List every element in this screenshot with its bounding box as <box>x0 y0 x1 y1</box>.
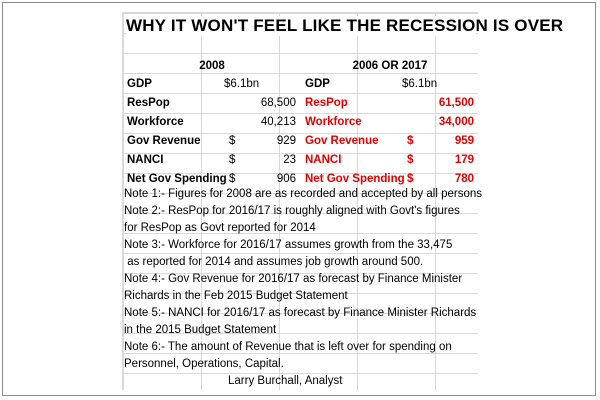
row-value: 929 <box>276 135 296 147</box>
table-row <box>124 74 300 94</box>
note-line: Note 2:- ResPop for 2016/17 is roughly aligned with Govt's figures <box>124 205 460 217</box>
right-header: 2006 OR 2017 <box>352 60 428 72</box>
note-line: in the 2015 Budget Statement <box>124 324 277 336</box>
row-value: 780 <box>454 173 474 185</box>
notes-section <box>124 186 482 390</box>
note-line: Note 5:- NANCI for 2016/17 as forecast by Finance Minister Richards <box>124 307 477 319</box>
note-line: Richards in the Feb 2015 Budget Statement <box>124 290 348 302</box>
row-mid-value: $6.1bn <box>402 78 438 90</box>
note-line: Note 4:- Gov Revenue for 2016/17 as forecast by Finance Minister <box>124 273 463 285</box>
row-value: 61,500 <box>438 97 474 109</box>
row-currency: $ <box>407 173 414 185</box>
table-row <box>302 112 478 132</box>
sheet-title: WHY IT WON'T FEEL LIKE THE RECESSION IS OVER <box>126 16 564 35</box>
table-row <box>124 112 300 132</box>
row-label: Workforce <box>127 116 184 128</box>
row-value: 906 <box>276 173 296 185</box>
row-value: 179 <box>454 154 474 166</box>
row-label: NANCI <box>127 154 164 166</box>
note-line: Note 1:- Figures for 2008 are as recorded and accepted by all persons <box>124 188 482 200</box>
table-row <box>124 150 300 170</box>
note-line: Note 6:- The amount of Revenue that is left over for spending on <box>124 341 452 353</box>
row-label: GDP <box>127 78 152 90</box>
row-label: ResPop <box>305 97 348 109</box>
author-credit: Larry Burchall, Analyst <box>228 375 343 387</box>
row-label: GDP <box>305 78 330 90</box>
row-mid-value: $6.1bn <box>224 78 260 90</box>
row-currency: $ <box>229 173 236 185</box>
row-value: 68,500 <box>260 97 296 109</box>
table-row <box>302 93 478 113</box>
row-label: Gov Revenue <box>305 135 379 147</box>
note-line: Personnel, Operations, Capital. <box>124 358 284 370</box>
table-row <box>302 150 478 170</box>
left-header: 2008 <box>199 60 225 72</box>
row-currency: $ <box>407 154 414 166</box>
table-row <box>302 74 478 94</box>
row-value: 40,213 <box>260 116 296 128</box>
note-line: for ResPop as Govt reported for 2014 <box>124 222 316 234</box>
row-currency: $ <box>229 135 236 147</box>
table-row <box>124 93 300 113</box>
row-label: Workforce <box>305 116 362 128</box>
row-value: 959 <box>454 135 474 147</box>
row-currency: $ <box>229 154 236 166</box>
row-label: ResPop <box>127 97 170 109</box>
table-row <box>302 131 478 151</box>
note-line: Note 3:- Workforce for 2016/17 assumes growth from the 33,475 <box>124 239 453 251</box>
row-label: Net Gov Spending <box>127 173 227 185</box>
note-line: as reported for 2014 and assumes job growth around 500. <box>124 256 424 268</box>
row-label: NANCI <box>305 154 342 166</box>
table-row <box>124 131 300 151</box>
row-currency: $ <box>407 135 414 147</box>
row-value: 23 <box>283 154 296 166</box>
row-value: 34,000 <box>438 116 474 128</box>
row-label: Gov Revenue <box>127 135 201 147</box>
row-label: Net Gov Spending <box>305 173 405 185</box>
